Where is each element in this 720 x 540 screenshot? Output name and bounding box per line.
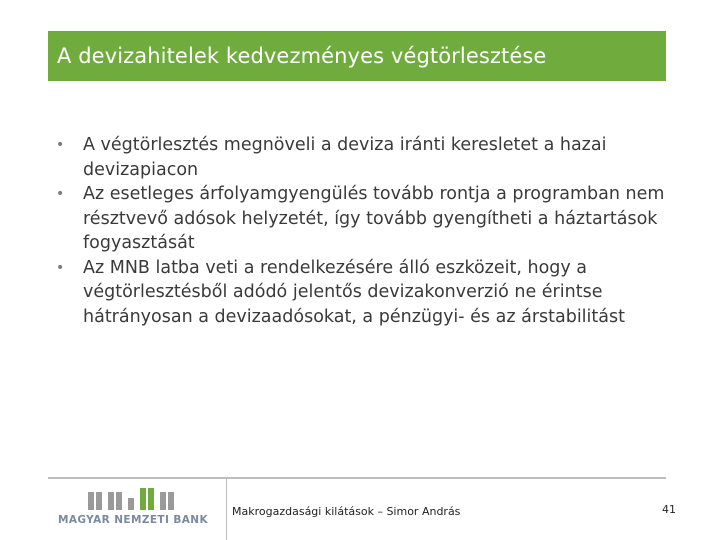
bullet-item (54, 133, 666, 182)
bullet-text: Az MNB latba veti a rendelkezésére álló eszközeit, hogy a végtörlesztésből adódó jelentős devizakonverzió ne érintse hátrányosan a devizaadósokat, a pénzügyi- és az árstabilitást (83, 257, 625, 327)
bullet-marker: • (56, 137, 65, 153)
mnb-logo (56, 484, 209, 534)
bullet-item (54, 182, 666, 256)
bullet-marker: • (56, 186, 65, 202)
mnb-logo-bars-icon (88, 484, 178, 510)
bullet-list (54, 133, 666, 329)
bullet-marker: • (56, 259, 65, 276)
slide-title: A devizahitelek kedvezményes végtörlesztése (57, 44, 547, 68)
bullet-item (54, 256, 666, 330)
footer-divider (48, 477, 666, 479)
logo-text: MAGYAR NEMZETI BANK (58, 514, 209, 526)
bullet-text: Az esetleges árfolyamgyengülés tovább rontja a programban nem résztvevő adósok helyzetét, így tovább gyengítheti a háztartások fogyasztását (83, 184, 665, 253)
footer-caption: Makrogazdasági kilátások – Simor András (232, 505, 461, 518)
page-number: 41 (662, 503, 676, 516)
bullet-text: A végtörlesztés megnöveli a deviza iránti keresletet a hazai devizapiacon (83, 135, 607, 180)
footer-separator (226, 479, 227, 540)
slide-title-bar (48, 31, 666, 81)
